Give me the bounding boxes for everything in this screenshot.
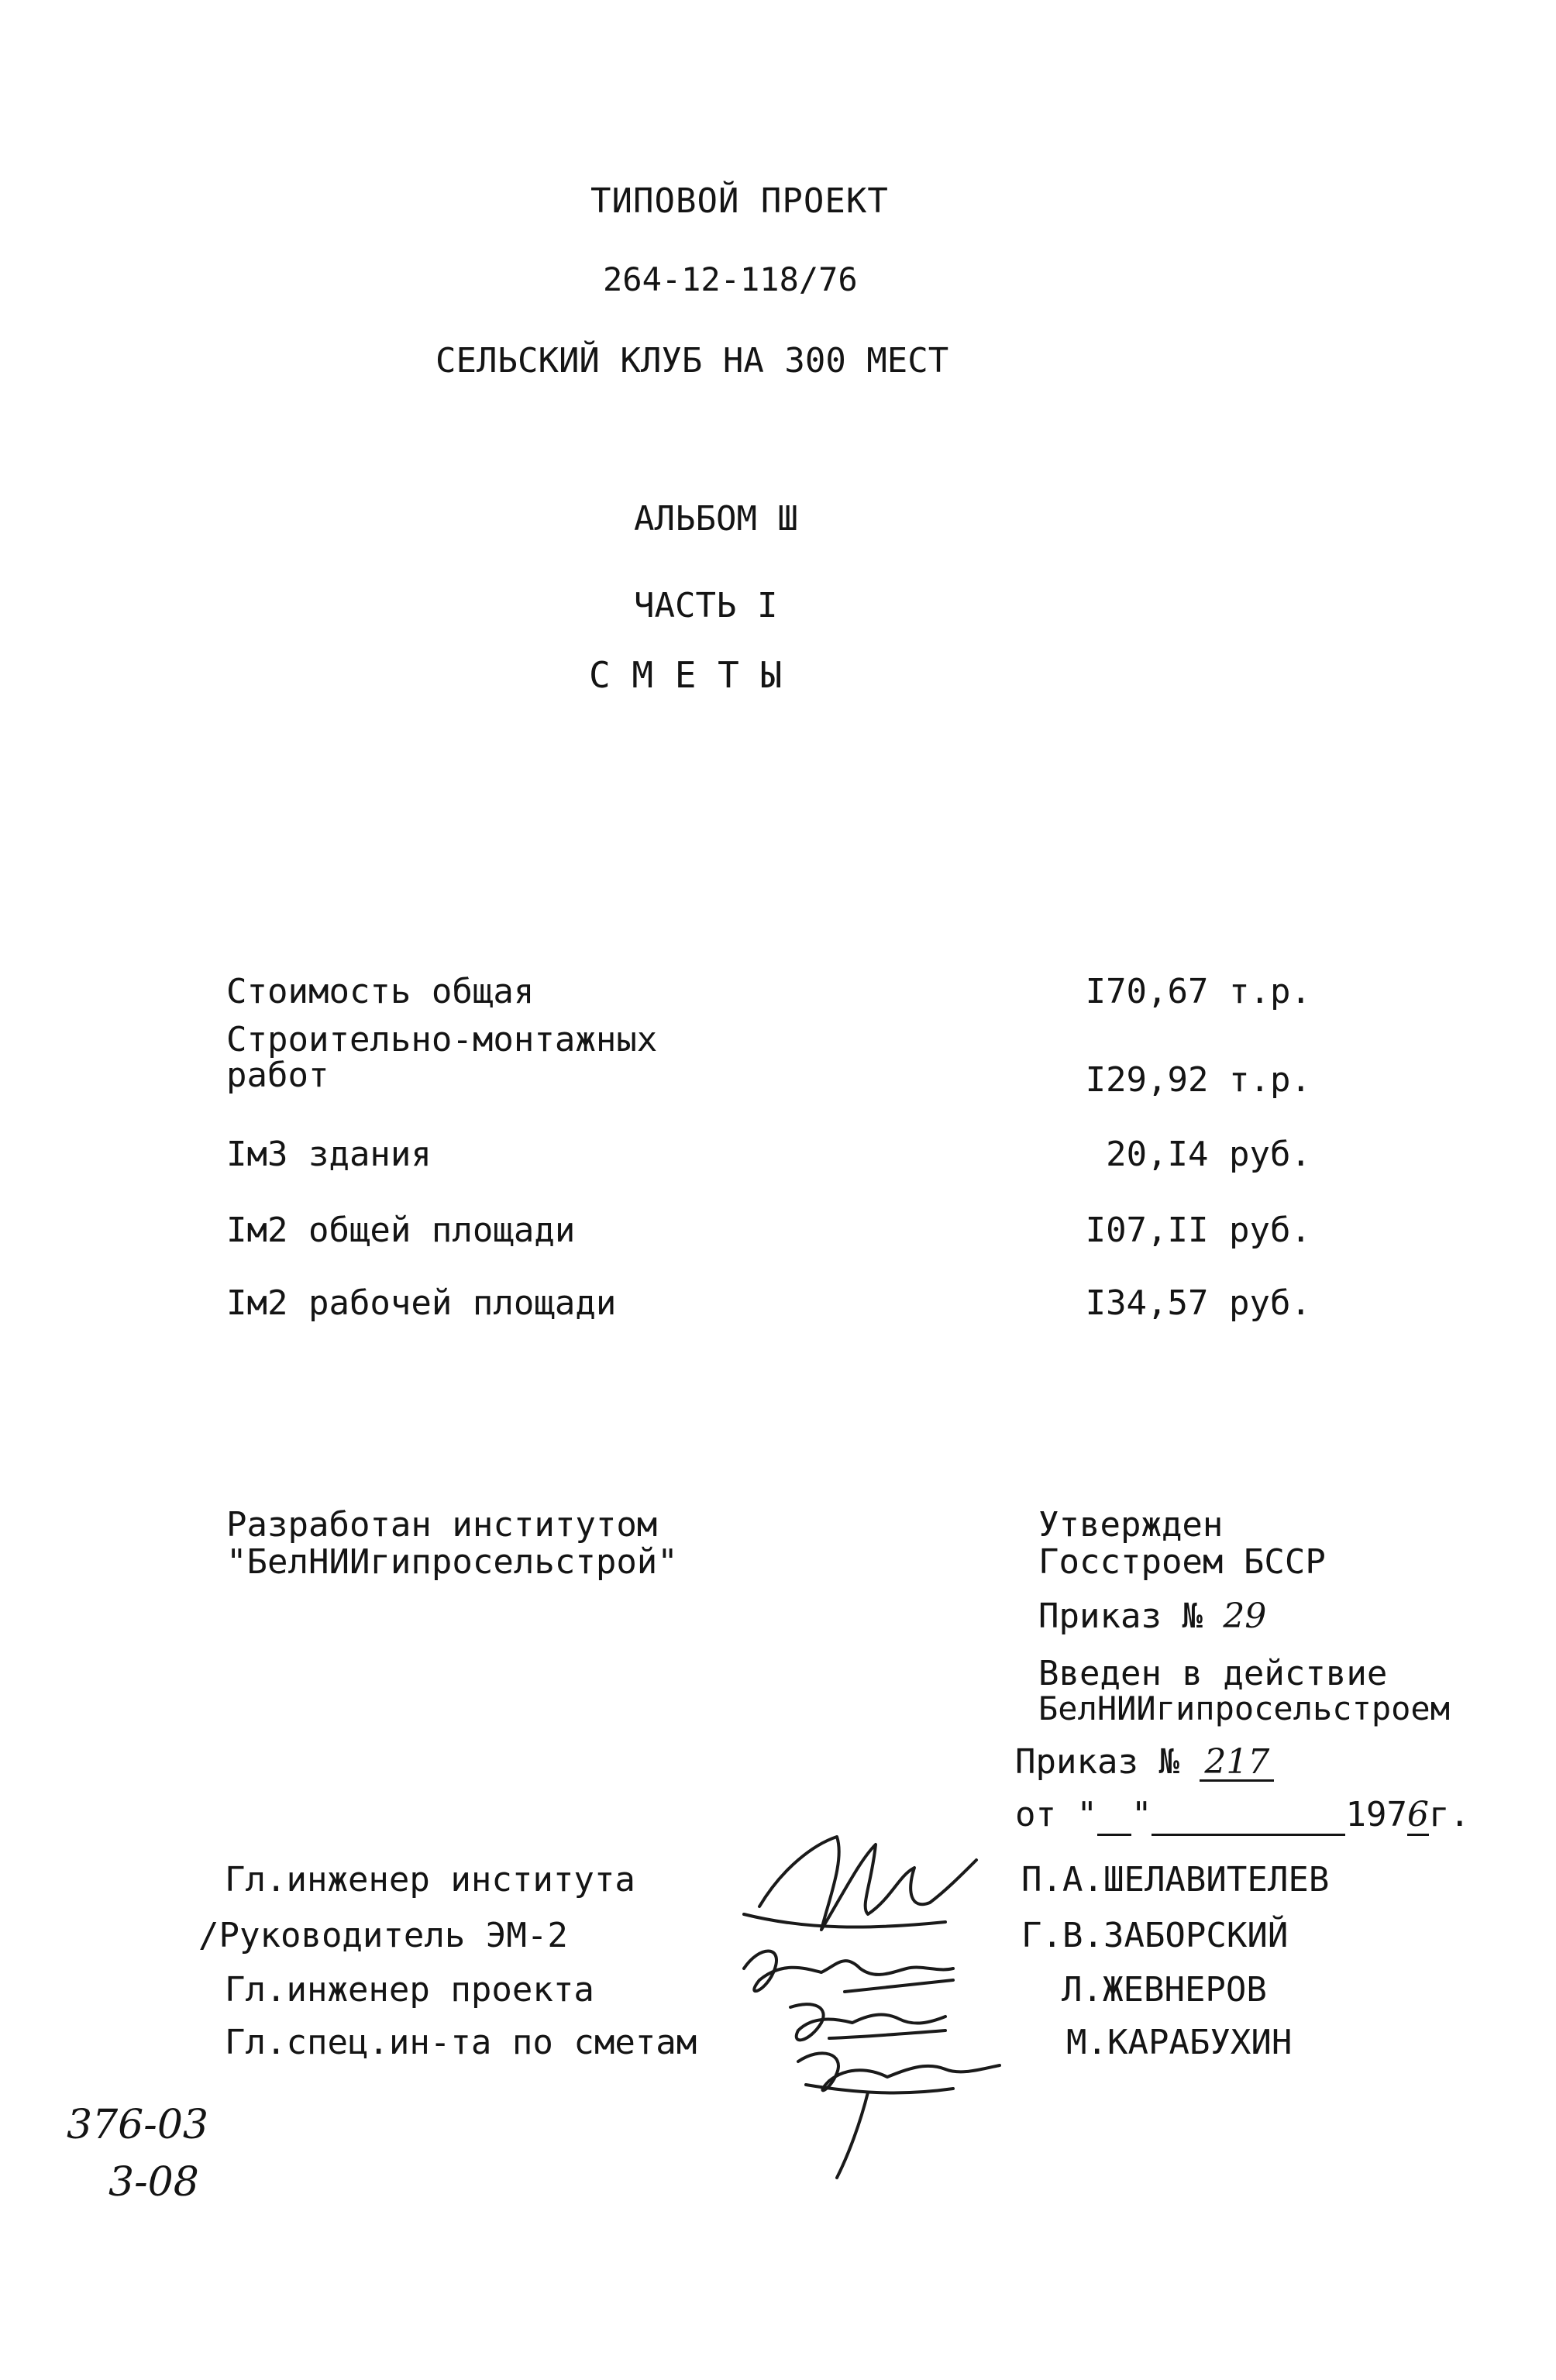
- order-line: [1038, 1596, 1267, 1636]
- cost-row-construction: [226, 1020, 1311, 1116]
- staff-name-chief-engineer: П.А.ШЕЛАВИТЕЛЕВ: [1021, 1860, 1330, 1900]
- cost-label: Строительно-монтажных: [226, 1020, 658, 1059]
- sheet-code-1: 376-03: [67, 2102, 208, 2148]
- sheet-code-2: 3-08: [108, 2159, 199, 2206]
- cost-row-per-m2-total: [226, 1211, 1311, 1260]
- project-number: 264-12-118/76: [603, 260, 858, 298]
- cost-label: Iм3 здания: [226, 1135, 432, 1174]
- signature-tail: [837, 2092, 868, 2178]
- cost-value: [1085, 1060, 1311, 1100]
- order2-number: 217: [1200, 1745, 1274, 1782]
- signature-underline: [845, 1980, 953, 1992]
- cost-number: I70,67: [1085, 972, 1209, 1011]
- cost-row-per-m3: [226, 1135, 1311, 1184]
- section-title: С М Е Т Ы: [589, 654, 783, 696]
- album-label: АЛЬБОМ Ш: [634, 499, 798, 539]
- year-prefix: 197: [1345, 1795, 1407, 1834]
- signature-underline: [829, 2030, 945, 2038]
- introduced-label: Введен в действие: [1038, 1654, 1388, 1693]
- approved-by: Госстроем БССР: [1038, 1542, 1326, 1582]
- staff-name-head-em2: Г.В.ЗАБОРСКИЙ: [1021, 1916, 1289, 1955]
- cost-number: I34,57: [1085, 1283, 1209, 1323]
- staff-role-chief-engineer: Гл.инженер института: [225, 1860, 635, 1900]
- signature-chief-engineer: [759, 1837, 976, 1930]
- cost-label: Iм2 рабочей площади: [226, 1283, 617, 1323]
- signature-underline: [744, 1914, 945, 1927]
- signature-estimates-specialist: [798, 2053, 1000, 2090]
- cost-value: [1085, 1283, 1311, 1323]
- cost-row-total: [226, 972, 1311, 1021]
- signatures-graphic: [713, 1813, 1038, 2185]
- signature-head-em2: [744, 1951, 953, 1992]
- cost-table: [226, 972, 1311, 1331]
- doc-type-heading: ТИПОВОЙ ПРОЕКТ: [590, 181, 889, 221]
- order2-line: [1015, 1742, 1274, 1782]
- cost-unit: руб.: [1229, 1135, 1311, 1174]
- order-number: 29: [1223, 1596, 1267, 1636]
- year-suffix: 6: [1406, 1795, 1429, 1834]
- month-blank: [1152, 1803, 1345, 1836]
- cost-unit: т.р.: [1229, 1060, 1311, 1100]
- cost-number: I07,II: [1085, 1211, 1209, 1250]
- cost-value: [1106, 1135, 1311, 1174]
- staff-role-head-em2: /Руководитель ЭМ-2: [198, 1916, 568, 1955]
- date-mid: ": [1131, 1795, 1152, 1834]
- cost-number: I29,92: [1085, 1060, 1209, 1100]
- cost-label: Iм2 общей площади: [226, 1211, 576, 1250]
- part-label: ЧАСТЬ I: [634, 586, 778, 625]
- order-label: Приказ №: [1038, 1596, 1203, 1636]
- staff-name-estimates-specialist: М.КАРАБУХИН: [1066, 2023, 1293, 2062]
- cost-unit: руб.: [1229, 1211, 1311, 1250]
- introduced-by: БелНИИгипросельстроем: [1038, 1689, 1451, 1727]
- staff-name-project-engineer: Л.ЖЕВНЕРОВ: [1062, 1970, 1267, 2010]
- staff-role-estimates-specialist: Гл.спец.ин-та по сметам: [225, 2023, 697, 2062]
- staff-role-project-engineer: Гл.инженер проекта: [225, 1970, 594, 2010]
- date-prefix: от ": [1015, 1795, 1097, 1834]
- cost-number: 20,I4: [1106, 1135, 1209, 1174]
- year-end: г.: [1428, 1795, 1470, 1834]
- approved-label: Утвержден: [1038, 1505, 1224, 1545]
- cost-value: [1085, 1211, 1311, 1250]
- order2-label: Приказ №: [1015, 1742, 1179, 1782]
- developer-institute: "БелНИИгипросельстрой": [226, 1542, 678, 1582]
- date-line: [1015, 1795, 1470, 1836]
- day-blank: [1097, 1803, 1131, 1836]
- project-title: СЕЛЬСКИЙ КЛУБ НА 300 МЕСТ: [435, 341, 949, 381]
- cost-unit: руб.: [1229, 1283, 1311, 1323]
- cost-unit: т.р.: [1229, 972, 1311, 1011]
- developer-line1: Разработан институтом: [226, 1505, 658, 1545]
- cost-label: Стоимость общая: [226, 972, 535, 1011]
- cost-label-cont: работ: [226, 1056, 329, 1095]
- cost-value: [1085, 972, 1311, 1011]
- cost-row-per-m2-work: [226, 1283, 1311, 1333]
